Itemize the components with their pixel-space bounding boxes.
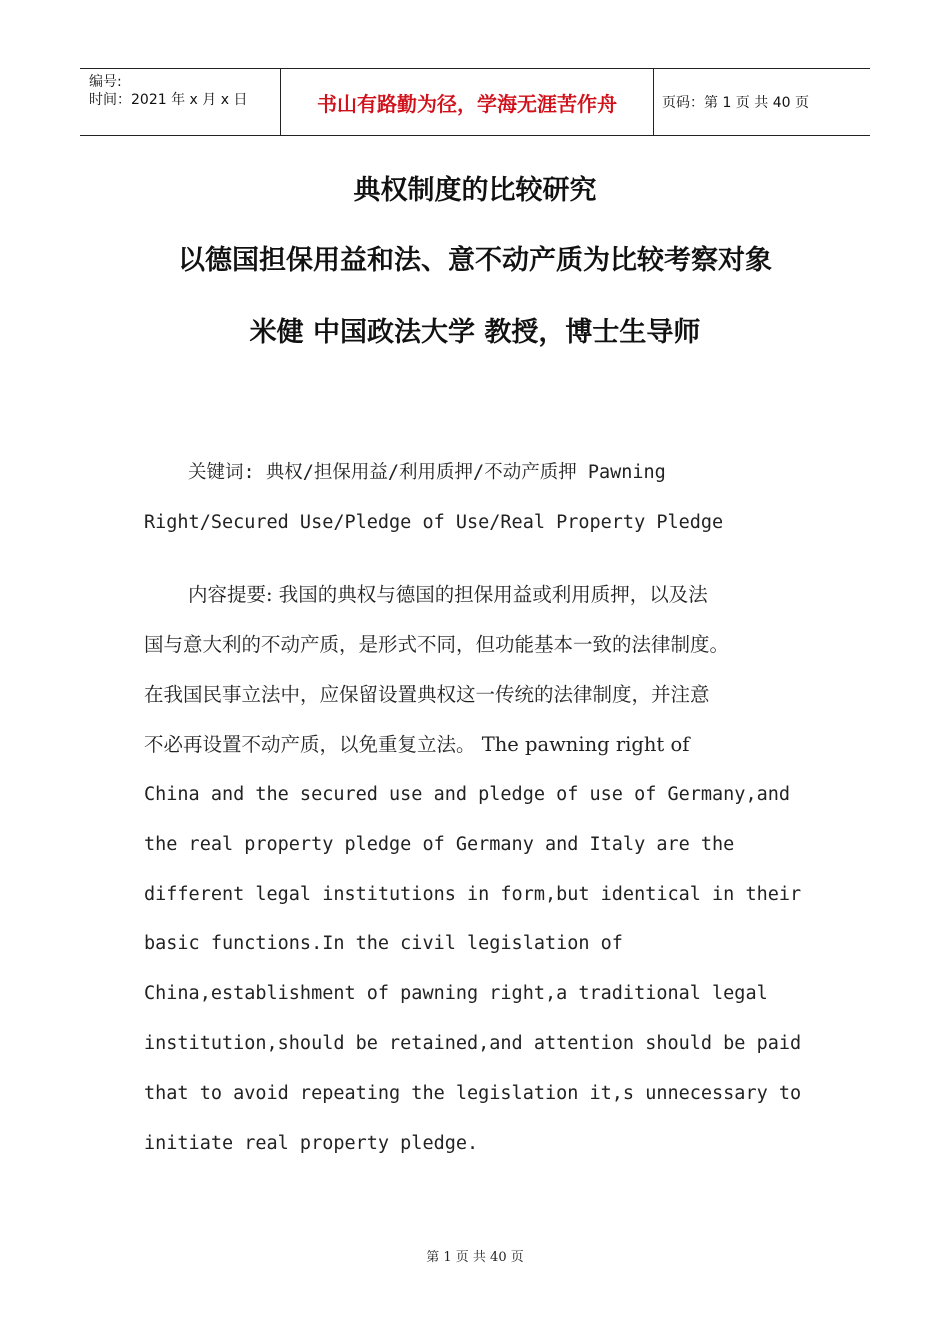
author-line: 米健 中国政法大学 教授，博士生导师 (249, 317, 701, 348)
abstract-line: the real property pledge of Germany and Italy are the (144, 834, 735, 855)
main-title: 典权制度的比较研究 (353, 175, 597, 206)
page-footer: 第 1 页 共 40 页 (426, 1250, 524, 1265)
abstract-line: 不必再设置不动产质，以免重复立法。 The pawning right of (144, 733, 690, 756)
keywords-line-1: 关键词: 典权/担保用益/利用质押/不动产质押 Pawning (188, 462, 666, 483)
header-page-info: 页码：第 1 页 共 40 页 (662, 95, 809, 111)
keywords-line-2: Right/Secured Use/Pledge of Use/Real Property Pledge (144, 512, 724, 533)
document-header (80, 68, 870, 136)
abstract-line: 在我国民事立法中，应保留设置典权这一传统的法律制度，并注意 (144, 683, 710, 706)
abstract-line: China,establishment of pawning right,a traditional legal (144, 983, 768, 1004)
abstract-line: different legal institutions in form,but identical in their (144, 884, 802, 905)
abstract-line: basic functions.In the civil legislation of (144, 933, 623, 954)
abstract-line: initiate real property pledge. (144, 1133, 479, 1154)
abstract-line: 国与意大利的不动产质，是形式不同，但功能基本一致的法律制度。 (144, 633, 730, 656)
abstract-line: 内容提要: 我国的典权与德国的担保用益或利用质押，以及法 (188, 583, 708, 606)
time-label: 时间：2021 年 x 月 x 日 (89, 92, 248, 108)
header-meta-cell (80, 69, 281, 135)
number-label: 编号: (89, 74, 122, 90)
subtitle: 以德国担保用益和法、意不动产质为比较考察对象 (178, 245, 772, 276)
abstract-line: that to avoid repeating the legislation it,s unnecessary to (144, 1083, 802, 1104)
header-motto: 书山有路勤为径，学海无涯苦作舟 (281, 69, 654, 135)
abstract-line: China and the secured use and pledge of use of Germany,and (144, 784, 791, 805)
abstract-line: institution,should be retained,and attention should be paid (144, 1033, 802, 1054)
